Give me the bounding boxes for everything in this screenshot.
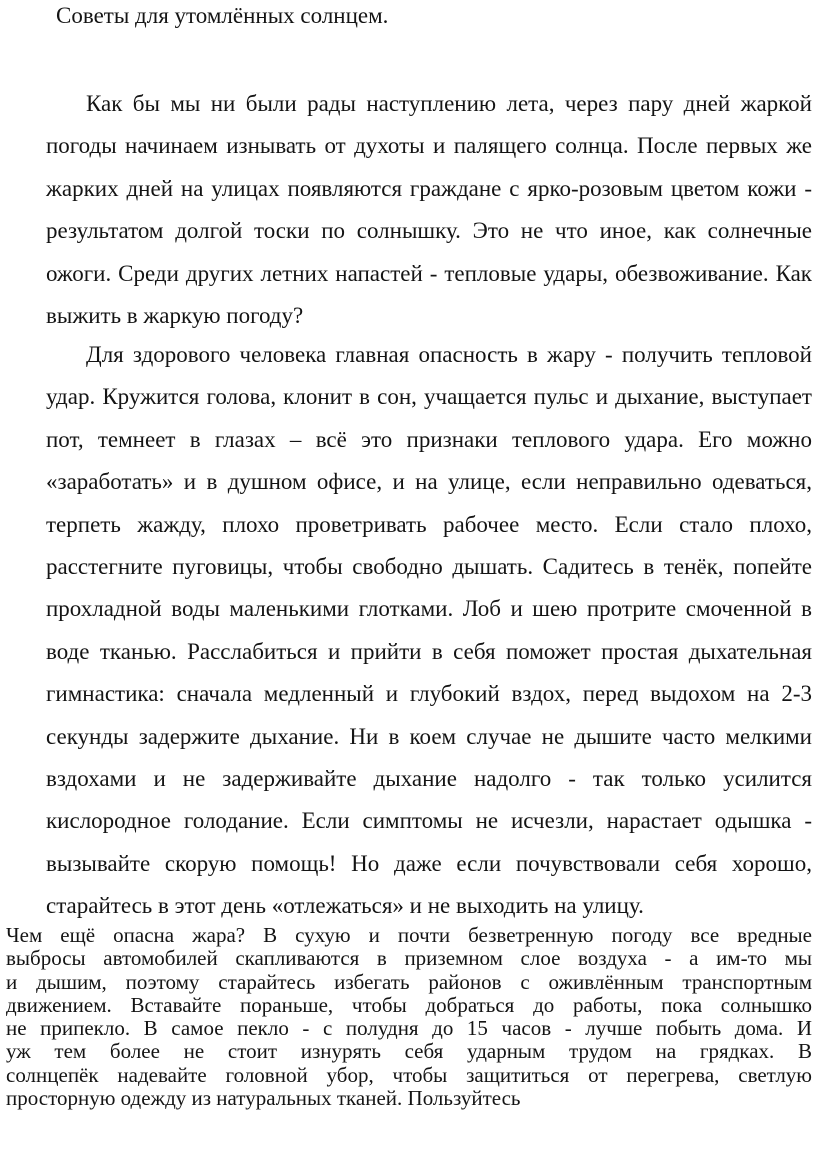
paragraph-line: уж тем более не стоит изнурять себя ударным трудом на грядках. В: [6, 1039, 812, 1064]
paragraph-line: Для здорового человека главная опасность в жару - получить тепловой: [86, 342, 812, 367]
paragraph-line: гимнастика: сначала медленный и глубокий вздох, перед выдохом на 2-3: [46, 681, 812, 707]
paragraph-line: результатом долгой тоски по солнышку. Это не что иное, как солнечные: [46, 218, 812, 244]
paragraph-line: Как бы мы ни были рады наступлению лета, через пару дней жаркой: [86, 91, 812, 116]
paragraph-air-pollution: [6, 924, 812, 1110]
paragraph-line: ожоги. Среди других летних напастей - тепловые удары, обезвоживание. Как: [46, 260, 812, 286]
paragraph-line: терпеть жажду, плохо проветривать рабочее место. Если стало плохо,: [46, 511, 812, 537]
paragraph-line: выбросы автомобилей скапливаются в приземном слое воздуха - а им-то мы: [6, 946, 812, 971]
paragraph-intro: [6, 83, 812, 337]
paragraph-line: вздохами и не задерживайте дыхание надолго - так только усилится: [46, 766, 812, 792]
paragraph-line: пот, темнеет в глазах – всё это признаки теплового удара. Его можно: [46, 426, 812, 452]
paragraph-line: старайтесь в этот день «отлежаться» и не выходить на улицу.: [46, 893, 644, 919]
paragraph-line: вызывайте скорую помощь! Но даже если почувствовали себя хорошо,: [46, 850, 812, 876]
paragraph-heatstroke: [6, 334, 812, 928]
paragraph-line: удар. Кружится голова, клонит в сон, учащается пульс и дыхание, выступает: [46, 384, 812, 410]
paragraph-line: кислородное голодание. Если симптомы не исчезли, нарастает одышка -: [46, 808, 812, 834]
paragraph-line: «заработать» и в душном офисе, и на улице, если неправильно одеваться,: [46, 469, 812, 495]
paragraph-line: солнцепёк надевайте головной убор, чтобы защититься от перегрева, светлую: [6, 1062, 812, 1087]
paragraph-line: прохладной воды маленькими глотками. Лоб и шею протрите смоченной в: [46, 596, 812, 622]
paragraph-line: движением. Вставайте пораньше, чтобы добраться до работы, пока солнышко: [6, 992, 812, 1017]
paragraph-line: жарких дней на улицах появляются граждане с ярко-розовым цветом кожи -: [46, 175, 812, 201]
paragraph-line: погоды начинаем изнывать от духоты и палящего солнца. После первых же: [46, 133, 812, 159]
document-title: Советы для утомлённых солнцем.: [56, 3, 389, 28]
paragraph-line: Чем ещё опасна жара? В сухую и почти безветренную погоду все вредные: [6, 923, 812, 947]
paragraph-line: просторную одежду из натуральных тканей. Пользуйтесь: [6, 1086, 521, 1111]
paragraph-line: не припекло. В самое пекло - с полудня до 15 часов - лучше побыть дома. И: [6, 1016, 812, 1041]
paragraph-line: и дышим, поэтому старайтесь избегать районов с оживлённым транспортным: [6, 969, 812, 994]
paragraph-line: секунды задержите дыхание. Ни в коем случае не дышите часто мелкими: [46, 723, 812, 749]
paragraph-line: воде тканью. Расслабиться и прийти в себя поможет простая дыхательная: [46, 638, 812, 664]
paragraph-line: выжить в жаркую погоду?: [46, 303, 304, 329]
paragraph-line: расстегните пуговицы, чтобы свободно дышать. Садитесь в тенёк, попейте: [46, 554, 812, 580]
